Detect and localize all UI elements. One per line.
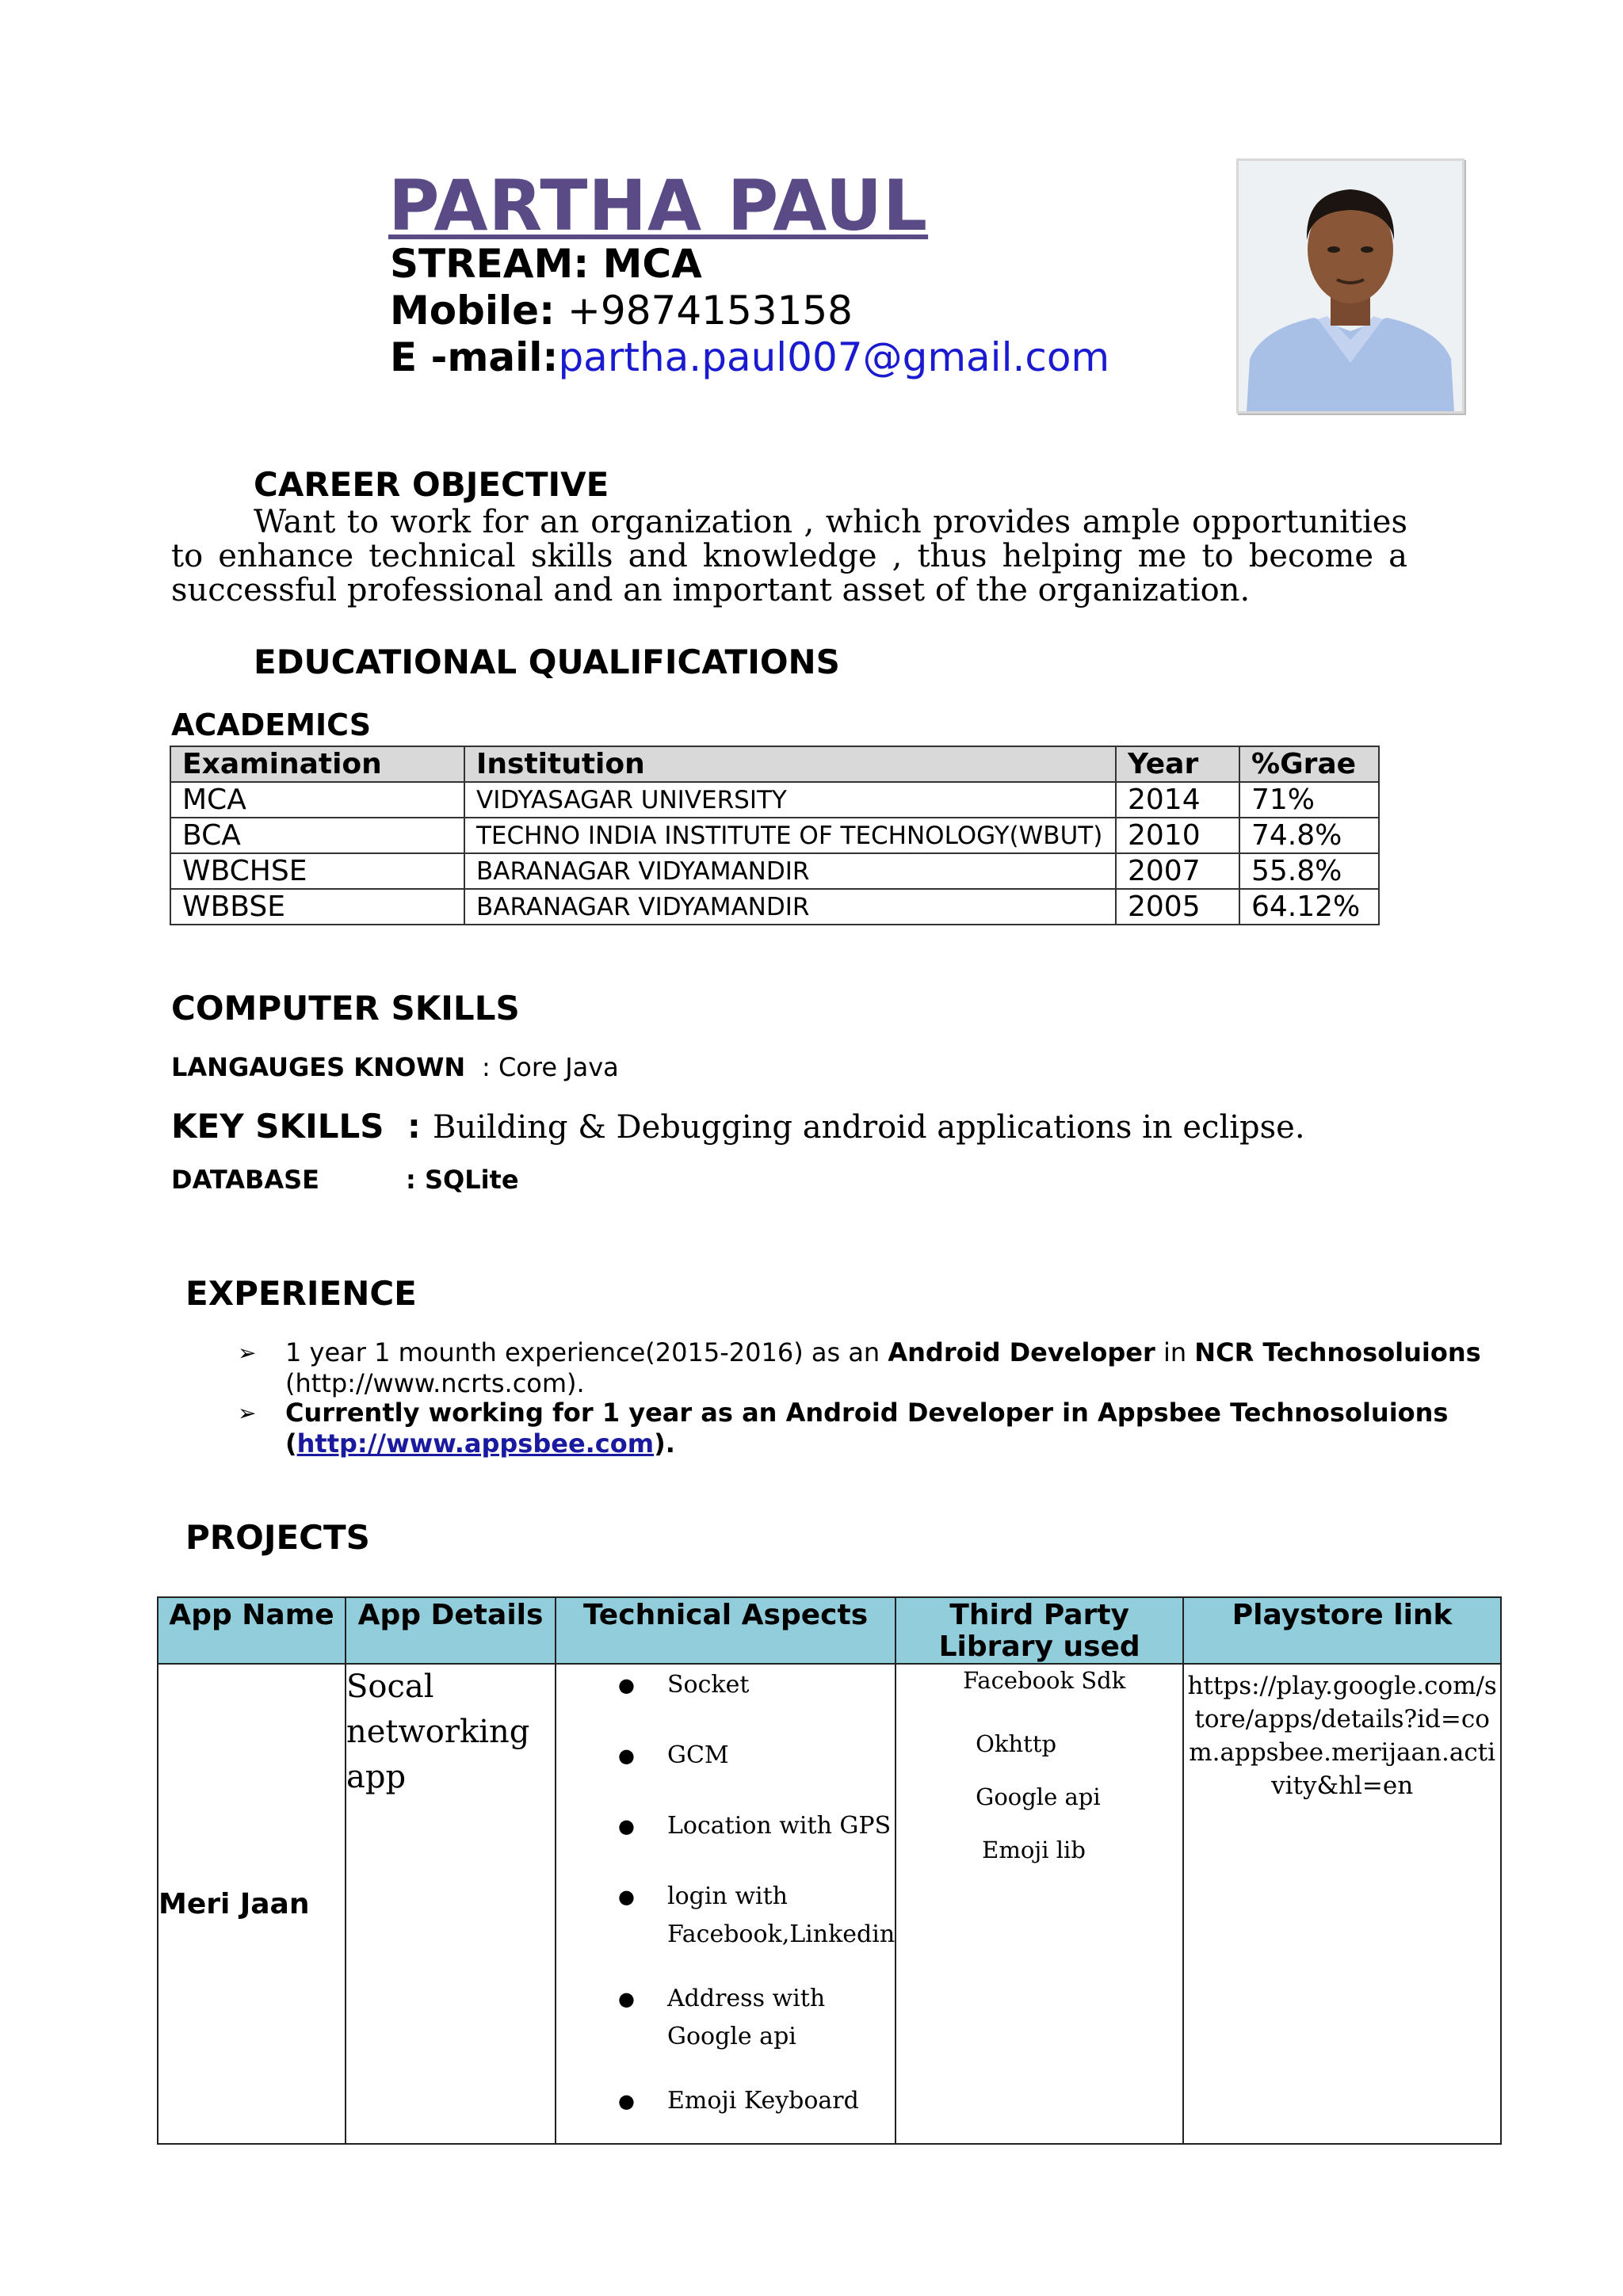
cell-technical-aspects bbox=[556, 1664, 896, 2144]
computer-skills-heading: COMPUTER SKILLS bbox=[171, 989, 520, 1028]
career-objective-body: Want to work for an organization , which provides ample opportunities to enhance technical skills and knowledge , thus helping me to become a successful professional and an important asset of the organization. bbox=[171, 504, 1407, 608]
exp1-text-a: 1 year 1 mounth experience(2015-2016) as an bbox=[285, 1337, 888, 1367]
col-app-name: App Name bbox=[158, 1597, 346, 1664]
career-objective-heading: CAREER OBJECTIVE bbox=[254, 465, 609, 504]
career-objective-text bbox=[171, 505, 1407, 608]
experience-heading: EXPERIENCE bbox=[185, 1274, 417, 1313]
experience-item-1 bbox=[238, 1337, 1481, 1401]
exp2-paren-close: ). bbox=[654, 1428, 675, 1459]
list-item: Facebook Sdk bbox=[963, 1667, 1126, 1694]
cell-third-party-libraries bbox=[896, 1664, 1183, 2144]
database-label: DATABASE bbox=[171, 1165, 320, 1195]
mobile-line bbox=[390, 288, 853, 334]
list-item: Google api bbox=[976, 1783, 1101, 1810]
education-heading: EDUCATIONAL QUALIFICATIONS bbox=[254, 643, 840, 681]
table-row bbox=[158, 1664, 1501, 2144]
table-row bbox=[170, 853, 1379, 889]
playstore-link[interactable]: https://play.google.com/store/apps/details?id=com.appsbee.merijaan.activity&hl=en bbox=[1187, 1672, 1497, 1800]
languages-value: : Core Java bbox=[482, 1052, 619, 1082]
cell-playstore-link bbox=[1183, 1664, 1501, 2144]
cell-institution: VIDYASAGAR UNIVERSITY bbox=[464, 782, 1116, 818]
key-skills-value: Building & Debugging android applications in eclipse. bbox=[433, 1109, 1305, 1146]
projects-table bbox=[157, 1596, 1502, 2145]
languages-label: LANGAUGES KNOWN bbox=[171, 1052, 466, 1082]
cell-examination: MCA bbox=[170, 782, 464, 818]
cell-institution: BARANAGAR VIDYAMANDIR bbox=[464, 889, 1116, 925]
cell-grade: 74.8% bbox=[1239, 818, 1379, 853]
col-institution: Institution bbox=[464, 746, 1116, 782]
list-item: Okhttp bbox=[976, 1730, 1057, 1757]
academics-table bbox=[170, 746, 1380, 925]
col-grade: %Grae bbox=[1239, 746, 1379, 782]
col-year: Year bbox=[1116, 746, 1239, 782]
exp1-company: NCR Technosoluions bbox=[1194, 1337, 1481, 1367]
cell-examination: WBCHSE bbox=[170, 853, 464, 889]
exp1-text-c: in bbox=[1155, 1337, 1195, 1367]
table-row bbox=[170, 782, 1379, 818]
cell-examination: BCA bbox=[170, 818, 464, 853]
cell-institution: TECHNO INDIA INSTITUTE OF TECHNOLOGY(WBUT) bbox=[464, 818, 1116, 853]
key-skills-label: KEY SKILLS bbox=[171, 1107, 384, 1146]
cell-grade: 64.12% bbox=[1239, 889, 1379, 925]
arrow-bullet-icon: ➢ bbox=[238, 1340, 257, 1366]
exp1-role: Android Developer bbox=[888, 1337, 1155, 1367]
appsbee-link[interactable]: http://www.appsbee.com bbox=[296, 1428, 655, 1459]
list-item: ● Emoji Keyboard bbox=[556, 2082, 895, 2120]
profile-photo-image bbox=[1239, 161, 1462, 411]
col-playstore-link: Playstore link bbox=[1183, 1597, 1501, 1664]
list-item: ● GCM bbox=[556, 1737, 895, 1775]
cell-app-details: Socal networking app bbox=[346, 1664, 556, 2144]
col-third-party-library: Third Party Library used bbox=[896, 1597, 1183, 1664]
cell-year: 2014 bbox=[1116, 782, 1239, 818]
cell-examination: WBBSE bbox=[170, 889, 464, 925]
table-row bbox=[170, 889, 1379, 925]
email-line bbox=[390, 334, 1109, 380]
table-row bbox=[170, 818, 1379, 853]
cell-institution: BARANAGAR VIDYAMANDIR bbox=[464, 853, 1116, 889]
cell-grade: 71% bbox=[1239, 782, 1379, 818]
list-item: ● Location with GPS bbox=[556, 1807, 895, 1845]
experience-item-2 bbox=[238, 1398, 1474, 1461]
col-app-details: App Details bbox=[346, 1597, 556, 1664]
cell-year: 2010 bbox=[1116, 818, 1239, 853]
academics-header-row bbox=[170, 746, 1379, 782]
cell-grade: 55.8% bbox=[1239, 853, 1379, 889]
list-item: Emoji lib bbox=[982, 1836, 1086, 1863]
list-item: ● Address with Google api bbox=[556, 1980, 895, 2056]
cell-year: 2007 bbox=[1116, 853, 1239, 889]
stream-label: STREAM: MCA bbox=[390, 241, 702, 287]
candidate-name: PARTHA PAUL bbox=[388, 165, 929, 246]
projects-header-row bbox=[158, 1597, 1501, 1664]
exp2-text: Currently working for 1 year as an Android Developer in Appsbee Technosoluions bbox=[285, 1398, 1449, 1428]
mobile-label: Mobile: bbox=[390, 288, 556, 334]
academics-heading: ACADEMICS bbox=[171, 707, 372, 742]
col-technical-aspects: Technical Aspects bbox=[556, 1597, 896, 1664]
email-link[interactable]: partha.paul007@gmail.com bbox=[558, 334, 1110, 380]
database-value: : SQLite bbox=[406, 1165, 519, 1195]
exp2-paren-open: ( bbox=[285, 1428, 297, 1459]
list-item: ● Socket bbox=[556, 1666, 895, 1704]
cell-year: 2005 bbox=[1116, 889, 1239, 925]
profile-photo bbox=[1236, 158, 1465, 414]
mobile-value: +9874153158 bbox=[555, 288, 853, 334]
cell-app-name: Meri Jaan bbox=[158, 1664, 346, 2144]
list-item: ● login with Facebook,Linkedin bbox=[556, 1878, 895, 1954]
email-label: E -mail: bbox=[390, 334, 559, 380]
stream-line bbox=[390, 241, 702, 287]
key-skills-colon: : bbox=[407, 1107, 421, 1146]
exp1-url: (http://www.ncrts.com). bbox=[285, 1368, 585, 1398]
col-examination: Examination bbox=[170, 746, 464, 782]
arrow-bullet-icon: ➢ bbox=[238, 1400, 257, 1426]
projects-heading: PROJECTS bbox=[185, 1518, 370, 1557]
